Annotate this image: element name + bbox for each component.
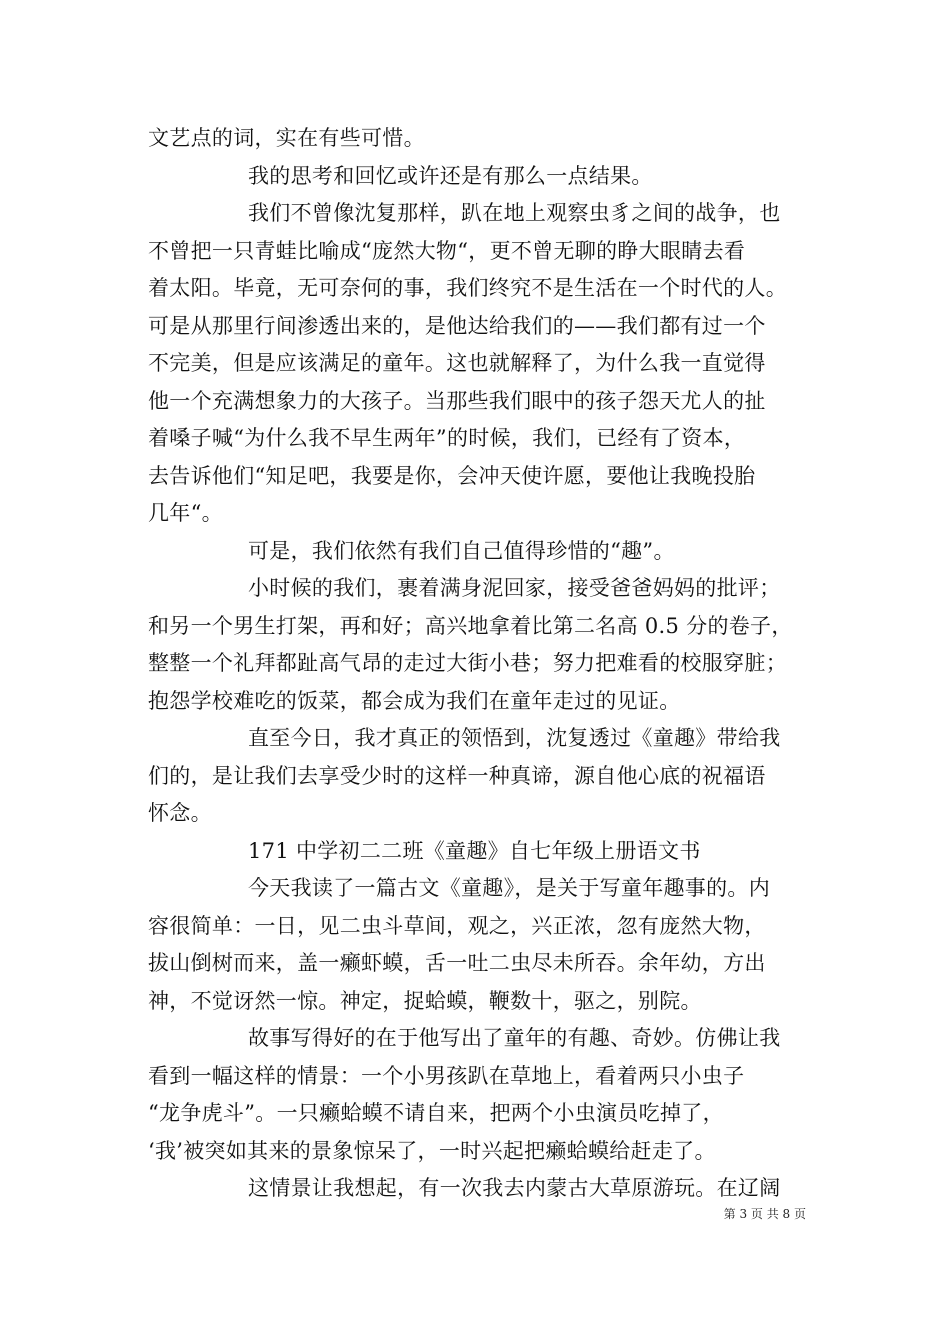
text-line: 整整一个礼拜都趾高气昂的走过大街小巷；努力把难看的校服穿脏； (148, 651, 787, 675)
text-line: 们的，是让我们去享受少时的这样一种真谛，源自他心底的祝福语 (148, 763, 766, 788)
text-line: 拔山倒树而来，盖一癞虾蟆，舌一吐二虫尽未所吞。余年幼，方出 (148, 951, 766, 975)
text-line: 抱怨学校难吃的饭菜，都会成为我们在童年走过的见证。 (148, 688, 681, 713)
text-line: 今天我读了一篇古文《童趣》，是关于写童年趣事的。内 (248, 876, 770, 900)
text-line: “龙争虎斗”。一只癞蛤蟆不请自来，把两个小虫演员吃掉了， (148, 1101, 724, 1125)
text-line: 可是，我们依然有我们自己值得珍惜的“趣”。 (248, 538, 675, 563)
text-line: 可是从那里行间渗透出来的，是他达给我们的——我们都有过一个 (148, 313, 766, 338)
text-line: 这情景让我想起，有一次我去内蒙古大草原游玩。在辽阔 (248, 1176, 781, 1200)
text-line: 看到一幅这样的情景：一个小男孩趴在草地上，看着两只小虫子 (148, 1063, 745, 1088)
text-line: 着嗓子喊“为什么我不早生两年”的时候，我们，已经有了资本， (148, 426, 746, 450)
page-number-footer: 第 3 页 共 8 页 (723, 1207, 806, 1221)
text-line: 直至今日，我才真正的领悟到，沈复透过《童趣》带给我 (248, 726, 781, 750)
text-line: 几年“。 (148, 501, 223, 525)
text-line: 故事写得好的在于他写出了童年的有趣、奇妙。仿佛让我 (248, 1026, 781, 1050)
text-line: 神，不觉讶然一惊。神定，捉蛤蟆，鞭数十，驱之，别院。 (148, 988, 702, 1013)
text-line: 去告诉他们“知足吧，我要是你，会冲天使许愿，要他让我晚投胎 (148, 463, 756, 488)
text-line: 他一个充满想象力的大孩子。当那些我们眼中的孩子怨天尤人的扯 (148, 388, 766, 413)
text-line: 文艺点的词，实在有些可惜。 (148, 126, 425, 150)
text-line: 我们不曾像沈复那样，趴在地上观察虫豸之间的战争，也 (248, 201, 781, 225)
text-line: 和另一个男生打架，再和好；高兴地拿着比第二名高 0.5 分的卷子， (148, 613, 793, 638)
text-line: 容很简单：一日，见二虫斗草间，观之，兴正浓，忽有庞然大物， (148, 913, 766, 938)
text-line: 着太阳。毕竟，无可奈何的事，我们终究不是生活在一个时代的人。 (148, 276, 787, 300)
text-line: 不曾把一只青蛙比喻成“庞然大物“，更不曾无聊的睁大眼睛去看 (148, 238, 746, 263)
document-body (148, 120, 818, 1208)
text-line: 怀念。 (148, 801, 212, 825)
text-line: 小时候的我们，裹着满身泥回家，接受爸爸妈妈的批评； (248, 576, 781, 600)
text-line: ‘我’被突如其来的景象惊呆了，一时兴起把癞蛤蟆给赶走了。 (148, 1138, 716, 1163)
text-line: 我的思考和回忆或许还是有那么一点结果。 (248, 163, 653, 188)
section-heading: 171 中学初二二班《童趣》自七年级上册语文书 (248, 838, 701, 863)
text-line: 不完美，但是应该满足的童年。这也就解释了，为什么我一直觉得 (148, 351, 766, 375)
